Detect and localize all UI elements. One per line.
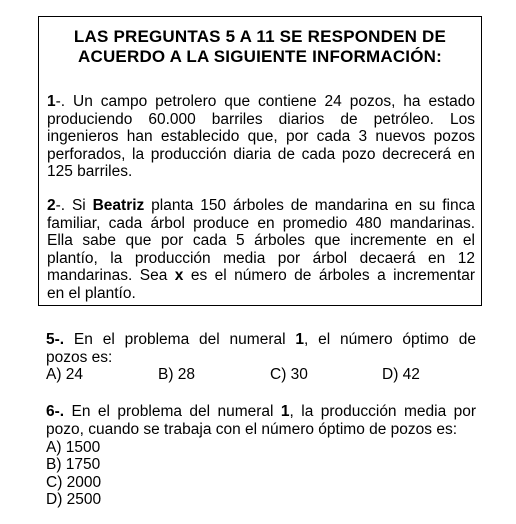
question-5-option-c[interactable]: C) 30 [270,366,308,383]
question-6-option-b[interactable]: B) 1750 [46,456,101,474]
question-6-number: 6-. [46,403,65,420]
question-5-ref: 1 [295,331,304,348]
question-5-option-b[interactable]: B) 28 [158,366,196,383]
question-6-option-d[interactable]: D) 2500 [46,490,102,508]
question-6-line-1: 6-. En el problema del numeral 1, la producción media por [46,403,476,420]
question-5-option-d[interactable]: D) 42 [382,366,420,383]
info-1-line-2: produciendo 60.000 barriles diarios de petróleo. Los [47,110,475,128]
question-6 [46,403,476,438]
question-6-option-c[interactable]: C) 2000 [46,473,102,491]
info-2-name: Beatriz [92,197,145,214]
info-1-number: 1 [47,93,56,110]
info-2-line-1: 2-. Si Beatriz planta 150 árboles de mandarina en su finca [47,197,475,214]
question-6-ref: 1 [280,403,290,420]
info-item-1 [47,93,475,181]
info-2-variable: x [174,267,184,284]
question-5-line-2: pozos es: [46,348,113,366]
info-2-line-6: en el plantío. [47,284,136,302]
info-2-number: 2 [47,197,56,214]
info-2-line-5: mandarinas. Sea x es el número de árboles a incrementar [47,267,475,284]
heading-line-2: ACUERDO A LA SIGUIENTE INFORMACIÓN: [78,47,442,66]
info-2-line-4: plantío, la producción media por árbol decaerá en 12 [47,249,475,267]
heading-line-1: LAS PREGUNTAS 5 A 11 SE RESPONDEN DE [73,27,447,46]
question-6-option-a[interactable]: A) 1500 [46,439,101,456]
question-6-options [46,439,101,508]
question-5-number: 5-. [46,331,65,348]
question-5 [46,331,476,366]
info-1-line-4: perforados, la producción diaria de cada pozo decrecerá en [47,145,475,163]
question-5-options [46,366,426,384]
question-6-line-2: pozo, cuando se trabaja con el número óptimo de pozos es: [46,420,458,438]
info-1-line-1: 1-. Un campo petrolero que contiene 24 pozos, ha estado [47,93,475,110]
info-item-2 [47,197,475,302]
question-5-option-a[interactable]: A) 24 [46,366,84,383]
question-5-line-1: 5-. En el problema del numeral 1, el número óptimo de [46,331,476,348]
info-2-line-3: Ella sabe que por cada 5 árboles que incremente en el [47,232,475,249]
info-2-line-2: familiar, cada árbol produce en promedio 480 mandarinas. [47,214,475,232]
info-1-line-3: ingenieros han establecido que, por cada 3 nuevos pozos [47,128,475,145]
information-box [38,16,482,306]
info-1-line-5: 125 barriles. [47,163,133,180]
